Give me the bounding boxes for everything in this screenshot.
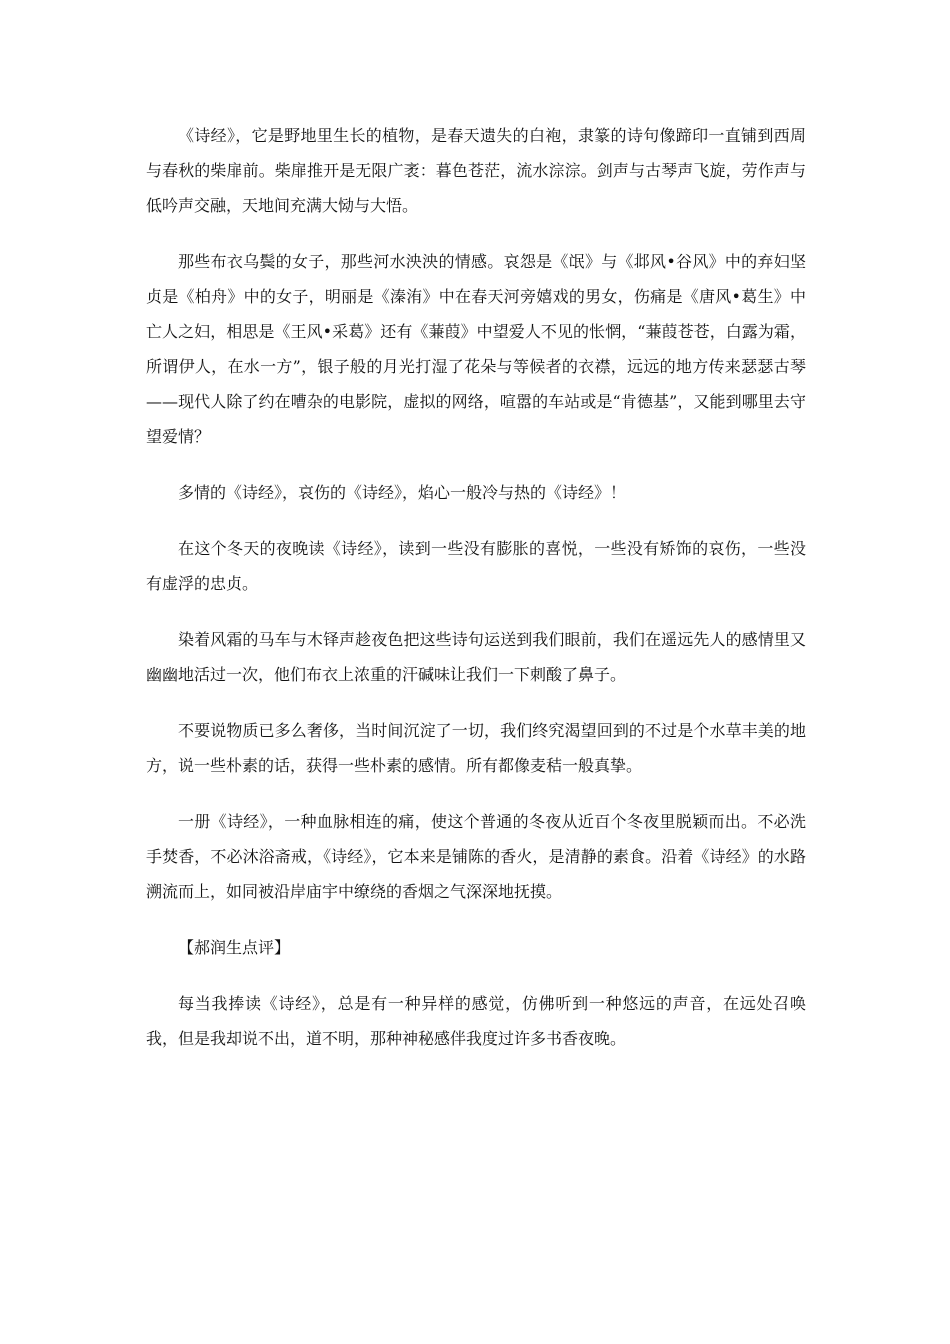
paragraph-7: 一册《诗经》，一种血脉相连的痛，使这个普通的冬夜从近百个冬夜里脱颖而出。不必洗手焚香，不必沐浴斋戒，《诗经》，它本来是铺陈的香火，是清静的素食。沿着《诗经》的水路溯流而上，如同被沿岸庙宇中缭绕的香烟之气深深地抚摸。 [146,812,806,901]
commentary-heading: 【郝润生点评】 [178,938,291,957]
document-page [146,118,806,1077]
paragraph-4: 在这个冬天的夜晚读《诗经》，读到一些没有膨胀的喜悦，一些没有矫饰的哀伤，一些没有虚浮的忠贞。 [146,539,806,593]
paragraph-1: 《诗经》，它是野地里生长的植物，是春天遗失的白袍，隶篆的诗句像蹄印一直铺到西周与春秋的柴扉前。柴扉推开是无限广袤：暮色苍茫，流水淙淙。剑声与古琴声飞旋，劳作声与低吟声交融，天地间充满大恸与大悟。 [146,126,806,215]
commentary-paragraph: 每当我捧读《诗经》，总是有一种异样的感觉，仿佛听到一种悠远的声音，在远处召唤我，但是我却说不出，道不明，那种神秘感伴我度过许多书香夜晚。 [146,994,806,1048]
paragraph-6: 不要说物质已多么奢侈，当时间沉淀了一切，我们终究渴望回到的不过是个水草丰美的地方，说一些朴素的话，获得一些朴素的感情。所有都像麦秸一般真挚。 [146,721,806,775]
paragraph-2: 那些布衣乌鬓的女子，那些河水泱泱的情感。哀怨是《氓》与《邶风•谷风》中的弃妇坚贞是《柏舟》中的女子，明丽是《溱洧》中在春天河旁嬉戏的男女，伤痛是《唐风•葛生》中亡人之妇，相思是《王风•采葛》还有《蒹葭》中望爱人不见的怅惘，“蒹葭苍苍，白露为霜，所谓伊人，在水一方”，银子般的月光打湿了花朵与等候者的衣襟，远远的地方传来瑟瑟古琴——现代人除了约在嘈杂的电影院，虚拟的网络，喧嚣的车站或是“肯德基”，又能到哪里去守望爱情？ [146,252,806,446]
paragraph-3: 多情的《诗经》，哀伤的《诗经》，焰心一般冷与热的《诗经》！ [178,483,627,502]
paragraph-5: 染着风霜的马车与木铎声趁夜色把这些诗句运送到我们眼前，我们在遥远先人的感情里又幽幽地活过一次，他们布衣上浓重的汗碱味让我们一下刺酸了鼻子。 [146,630,806,684]
